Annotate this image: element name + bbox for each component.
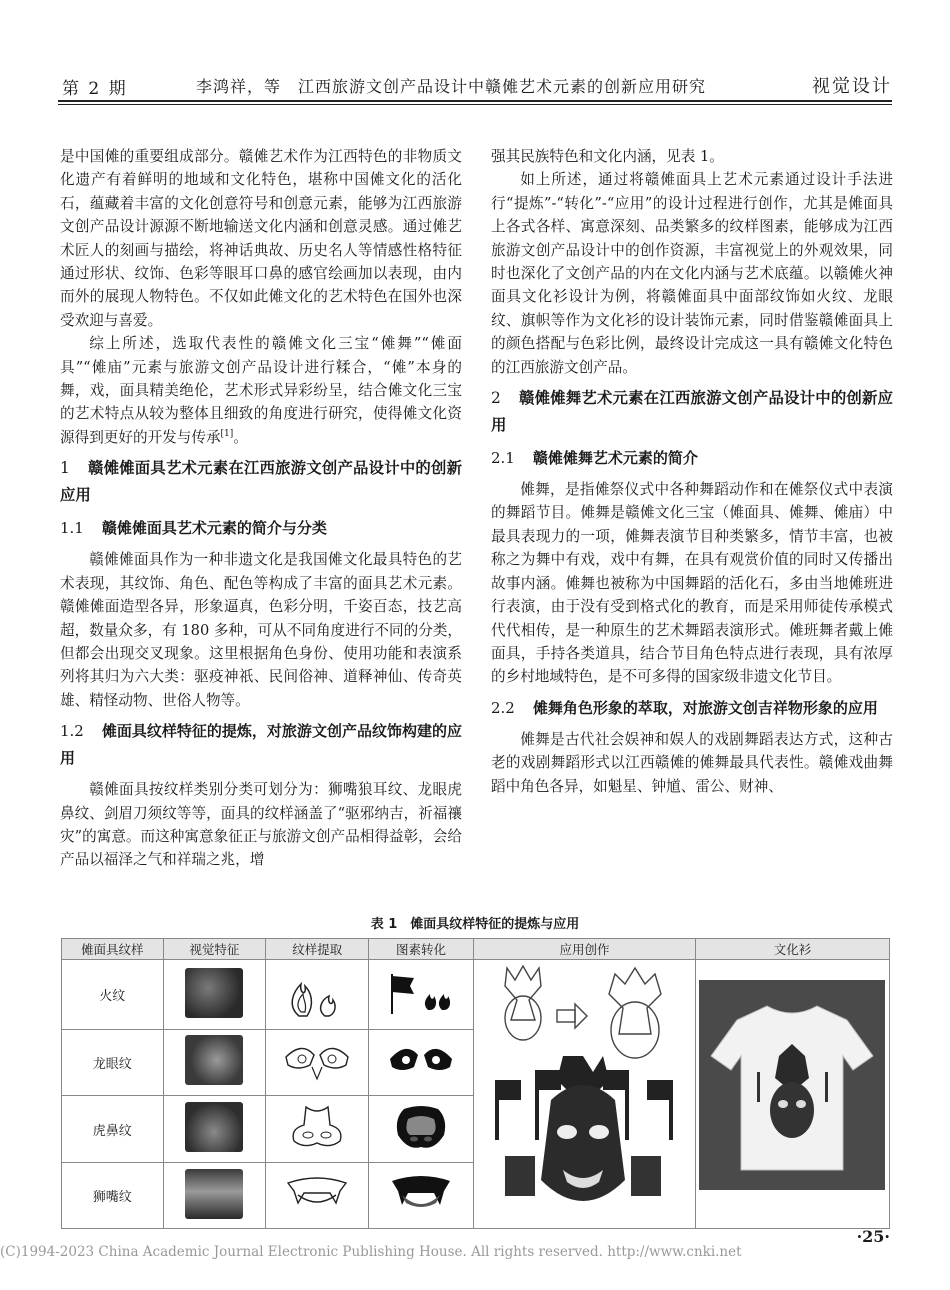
culture-tshirt-photo bbox=[695, 960, 889, 1229]
heading-text: 赣傩傩面具艺术元素的简介与分类 bbox=[101, 519, 327, 538]
heading-number: 1.2 bbox=[60, 722, 84, 741]
table-header-cell: 纹样提取 bbox=[266, 939, 369, 960]
section-heading-2-2 bbox=[491, 695, 893, 722]
table-header-row bbox=[62, 939, 890, 960]
application-creation-artwork bbox=[473, 960, 695, 1229]
right-column bbox=[491, 145, 893, 798]
section-heading-1-2 bbox=[60, 718, 462, 772]
pattern-name: 狮嘴纹 bbox=[62, 1163, 164, 1229]
running-title: 李鸿祥，等 江西旅游文创产品设计中赣傩艺术元素的创新应用研究 bbox=[196, 77, 707, 96]
paragraph: 傩舞，是指傩祭仪式中各种舞蹈动作和在傩祭仪式中表演的舞蹈节目。傩舞是赣傩文化三宝（傩面具、傩舞、傩庙）中最具表现力的一项，傩舞表演节目种类繁多，情节丰富，也被称之为舞中有戏，戏中有舞，在具有观赏价值的同时又传播出故事内涵。傩舞也被称为中国舞蹈的活化石，多由当地傩班进行表演，由于没有受到格式化的教育，而是采用师徒传承模式代代相传，是一种原生的艺术舞蹈表演形式。傩班舞者戴上傩面具，手持各类道具，结合节目角色特点进行表现，具有浓厚的乡村地域特色，是不可多得的国家级非遗文化节目。 bbox=[491, 481, 893, 686]
section-heading-1 bbox=[60, 455, 462, 509]
paragraph bbox=[60, 332, 462, 449]
paragraph: 强其民族特色和文化内涵，见表 1。 bbox=[491, 148, 724, 165]
table-header-cell: 傩面具纹样 bbox=[62, 939, 164, 960]
lion-mouth-line-art-icon bbox=[266, 1163, 369, 1229]
heading-text: 赣傩傩面具艺术元素在江西旅游文创产品设计中的创新应用 bbox=[60, 459, 462, 505]
paragraph: 赣傩面具按纹样类别分类可划分为：狮嘴狼耳纹、龙眼虎鼻纹、剑眉刀须纹等等，面具的纹样涵盖了“驱邪纳吉，祈福禳灾”的寓意。而这种寓意象征正与旅游文创产品相得益彰，会给产品以福泽之气和祥瑞之兆，增 bbox=[60, 781, 462, 869]
dragon-eye-line-art-icon bbox=[266, 1030, 369, 1096]
visual-feature-photo bbox=[163, 1030, 266, 1096]
heading-number: 2.1 bbox=[491, 449, 515, 468]
page-number: ·25· bbox=[856, 1227, 890, 1246]
heading-number: 2 bbox=[491, 389, 501, 408]
heading-text: 傩面具纹样特征的提炼，对旅游文创产品纹饰构建的应用 bbox=[60, 722, 462, 768]
section-heading-2 bbox=[491, 385, 893, 439]
header-rule-thick bbox=[58, 100, 892, 102]
page-header bbox=[0, 0, 950, 112]
flag-flame-icon bbox=[369, 960, 474, 1030]
dragon-eye-icon bbox=[369, 1030, 474, 1096]
header-rule-thin bbox=[58, 104, 892, 105]
reference-mark[interactable]: [1] bbox=[220, 429, 234, 440]
heading-number: 2.2 bbox=[491, 698, 515, 717]
visual-feature-photo bbox=[163, 1095, 266, 1163]
paragraph: 如上所述，通过将赣傩面具上艺术元素通过设计手法进行“提炼”-“转化”-“应用”的设计过程进行创作，尤其是傩面具上各式各样、寓意深刻、品类繁多的纹样图素，能够成为江西旅游文创产品设计中的创作资源，丰富视觉上的外观效果，同时也深化了文创产品的内在文化内涵与艺术底蕴。以赣傩火神面具文化衫设计为例，将赣傩面具中面部纹饰如火纹、龙眼纹、旗帜等作为文化衫的设计装饰元素，同时借鉴赣傩面具上的颜色搭配与色彩比例，最终设计完成这一具有赣傩文化特色的江西旅游文创产品。 bbox=[491, 171, 893, 376]
paragraph: 傩舞是古代社会娱神和娱人的戏剧舞蹈表达方式，这种古老的戏剧舞蹈形式以江西赣傩的傩舞最具代表性。赣傩戏曲舞蹈中角色各异，如魁星、钟馗、雷公、财神、 bbox=[491, 730, 893, 795]
section-heading-1-1 bbox=[60, 515, 462, 542]
pattern-table bbox=[61, 938, 890, 1229]
table-caption: 表 1 傩面具纹样特征的提炼与应用 bbox=[370, 917, 580, 932]
tiger-nose-icon bbox=[369, 1095, 474, 1163]
heading-number: 1.1 bbox=[60, 519, 84, 538]
pattern-name: 火纹 bbox=[62, 960, 164, 1030]
paragraph: 赣傩傩面具作为一种非遗文化是我国傩文化最具特色的艺术表现，其纹饰、角色、配色等构成了丰富的面具艺术元素。赣傩傩面造型各异，形象逼真，色彩分明，千姿百态，技艺高超，数量众多，有 180 多种，可从不同角度进行不同的分类，但都会出现交叉现象。这里根据角色身份、使用功能和表演系列将其归为六大类：驱疫神祇、民间俗神、道释神仙、传奇英雄、精怪动物、世俗人物等。 bbox=[60, 551, 462, 709]
paragraph-text: 综上所述，选取代表性的赣傩文化三宝“傩舞”“傩面具”“傩庙”元素与旅游文创产品设计进行糅合，“傩”本身的舞，戏，面具精美绝伦，艺术形式异彩纷呈，结合傩文化三宝的艺术特点从较为整体且细致的角度进行研究，使得傩文化资源得到更好的开发与传承 bbox=[60, 335, 462, 446]
flame-line-art-icon bbox=[266, 960, 369, 1030]
table-header-cell: 文化衫 bbox=[695, 939, 889, 960]
visual-feature-photo bbox=[163, 1163, 266, 1229]
tiger-nose-line-art-icon bbox=[266, 1095, 369, 1163]
table-header-cell: 视觉特征 bbox=[163, 939, 266, 960]
section-name: 视觉设计 bbox=[812, 76, 892, 97]
heading-text: 傩舞角色形象的萃取，对旅游文创吉祥物形象的应用 bbox=[532, 698, 878, 717]
table-header-cell: 图素转化 bbox=[369, 939, 474, 960]
heading-text: 赣傩傩舞艺术元素在江西旅游文创产品设计中的创新应用 bbox=[491, 389, 893, 435]
lion-mouth-icon bbox=[369, 1163, 474, 1229]
visual-feature-photo bbox=[163, 960, 266, 1030]
table-row bbox=[62, 960, 890, 1030]
section-heading-2-1 bbox=[491, 445, 893, 472]
copyright-line: (C)1994-2023 China Academic Journal Electronic Publishing House. All rights reserved. http://www.cnki.net bbox=[0, 1244, 742, 1260]
left-column bbox=[60, 145, 462, 872]
paragraph: 是中国傩的重要组成部分。赣傩艺术作为江西特色的非物质文化遗产有着鲜明的地域和文化特色，堪称中国傩文化的活化石，蕴藏着丰富的文化创意符号和创意元素，能够为江西旅游文创产品设计源源不断地输送文化内涵和创意灵感。通过傩艺术匠人的刻画与描绘，将神话典故、历史名人等情感性格特征通过形状、纹饰、色彩等眼耳口鼻的感官绘画加以表现，由内而外的展现人物特色。不仅如此傩文化的艺术特色在国外也深受欢迎与喜爱。 bbox=[60, 148, 462, 329]
paragraph-end: 。 bbox=[233, 428, 248, 446]
pattern-name: 龙眼纹 bbox=[62, 1030, 164, 1096]
pattern-name: 虎鼻纹 bbox=[62, 1095, 164, 1163]
heading-text: 赣傩傩舞艺术元素的简介 bbox=[532, 449, 698, 468]
issue-number: 第 2 期 bbox=[62, 79, 128, 99]
table-header-cell: 应用创作 bbox=[473, 939, 695, 960]
heading-number: 1 bbox=[60, 459, 70, 478]
